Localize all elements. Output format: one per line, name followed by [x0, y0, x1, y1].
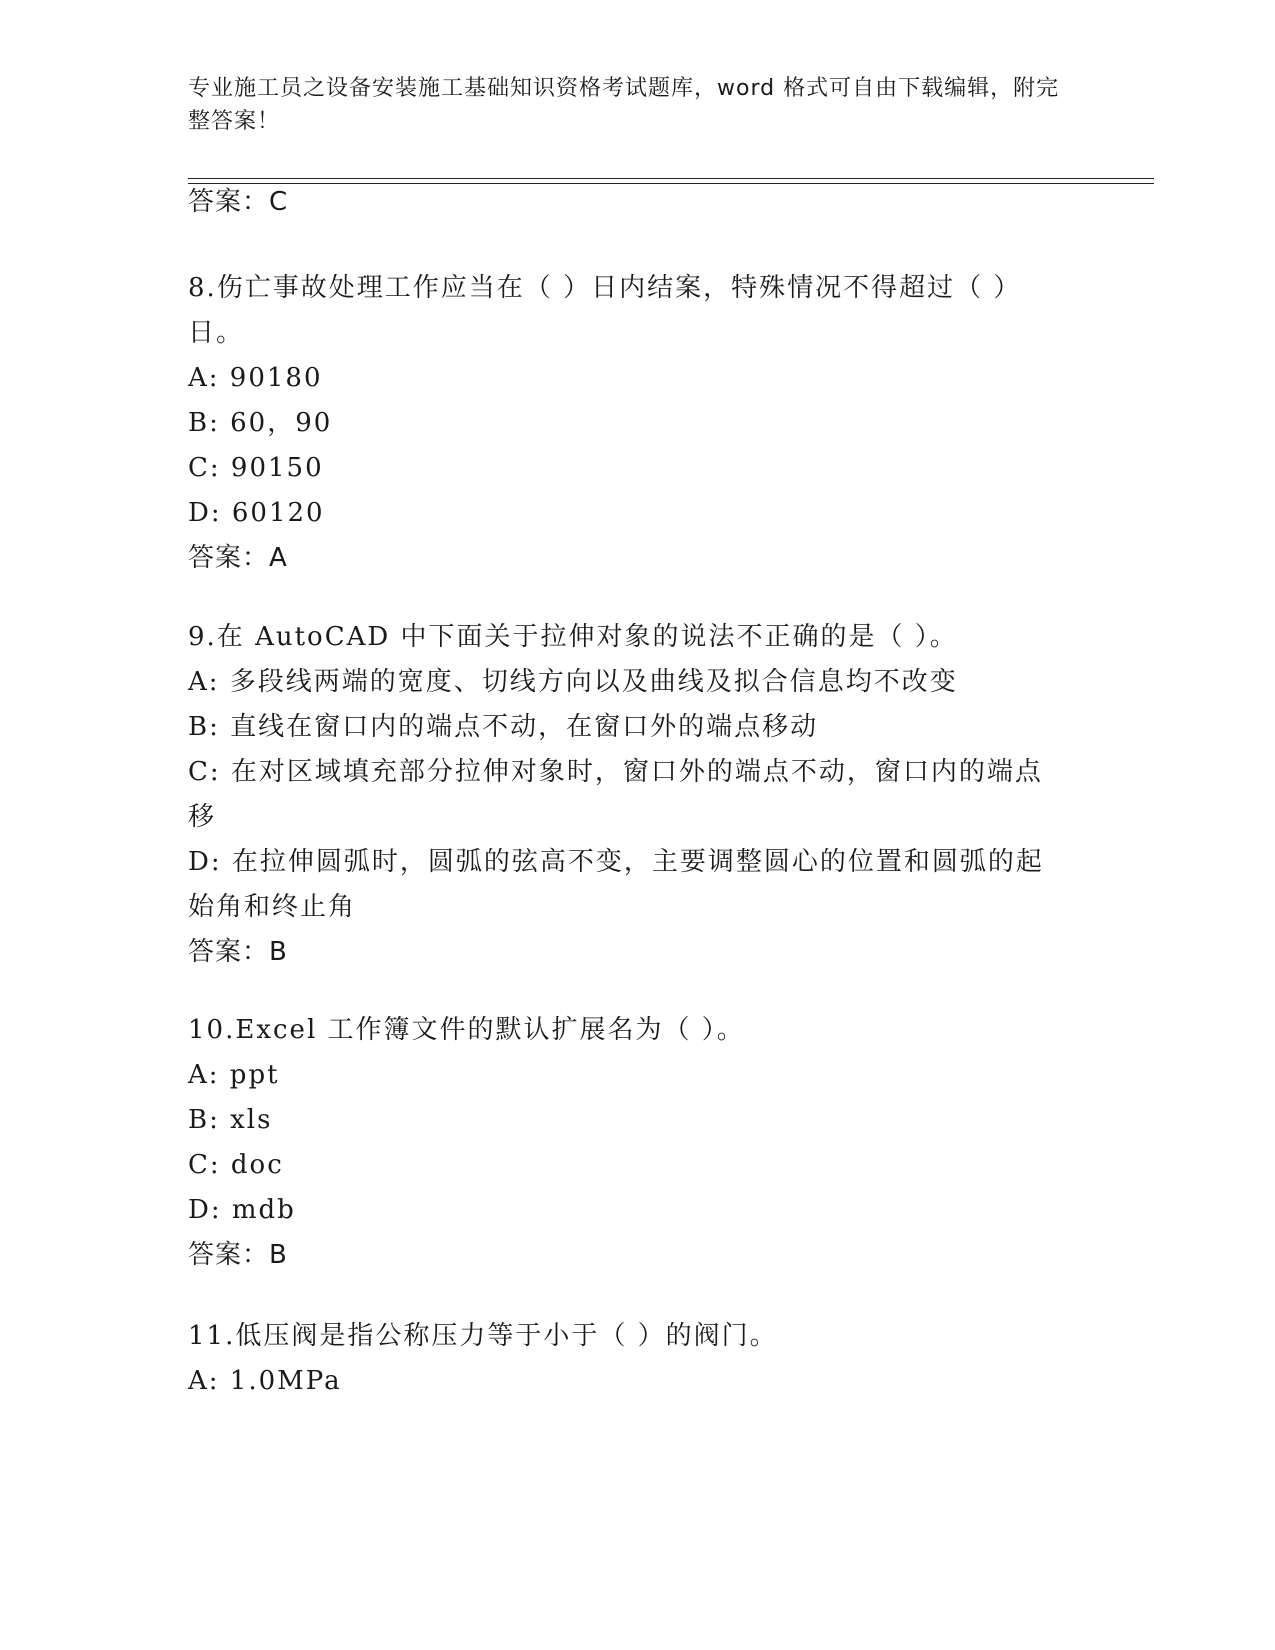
option-d: D: 60120: [188, 498, 325, 528]
question-stem: 11.低压阀是指公称压力等于小于（ ）的阀门。: [188, 1321, 778, 1351]
option-d: D: mdb: [188, 1195, 296, 1225]
answer-label: 答案：B: [188, 937, 288, 967]
option-c: C: 90150: [188, 453, 324, 483]
question-stem: 8.伤亡事故处理工作应当在（ ）日内结案，特殊情况不得超过（ ）日。: [188, 273, 1022, 348]
answer-label: 答案：B: [188, 1240, 288, 1270]
question-stem: 10.Excel 工作簿文件的默认扩展名为（ ）。: [188, 1015, 745, 1045]
option-b: B: 60，90: [188, 408, 333, 438]
question-stem: 9.在 AutoCAD 中下面关于拉伸对象的说法不正确的是（ ）。: [188, 622, 958, 652]
option-a: A: ppt: [188, 1060, 280, 1090]
answer-label: 答案：C: [188, 187, 289, 217]
question-8: [188, 266, 1088, 581]
option-a: A: 多段线两端的宽度、切线方向以及曲线及拟合信息均不改变: [188, 667, 958, 697]
option-a: A: 1.0MPa: [188, 1366, 342, 1396]
option-d: D: 在拉伸圆弧时，圆弧的弦高不变，主要调整圆心的位置和圆弧的起始角和终止角: [188, 847, 1044, 922]
previous-answer-block: [188, 180, 1088, 225]
answer-label: 答案：A: [188, 543, 288, 573]
option-c: C: 在对区域填充部分拉伸对象时，窗口外的端点不动，窗口内的端点移: [188, 757, 1043, 832]
document-header: 专业施工员之设备安装施工基础知识资格考试题库，word 格式可自由下载编辑，附完整答案！: [188, 76, 1060, 134]
option-c: C: doc: [188, 1150, 284, 1180]
option-a: A: 90180: [188, 363, 323, 393]
question-11: [188, 1314, 1088, 1404]
option-b: B: 直线在窗口内的端点不动，在窗口外的端点移动: [188, 712, 819, 742]
question-10: [188, 1008, 1088, 1278]
option-b: B: xls: [188, 1105, 273, 1135]
header-divider: [188, 178, 1154, 179]
question-9: [188, 615, 1088, 975]
